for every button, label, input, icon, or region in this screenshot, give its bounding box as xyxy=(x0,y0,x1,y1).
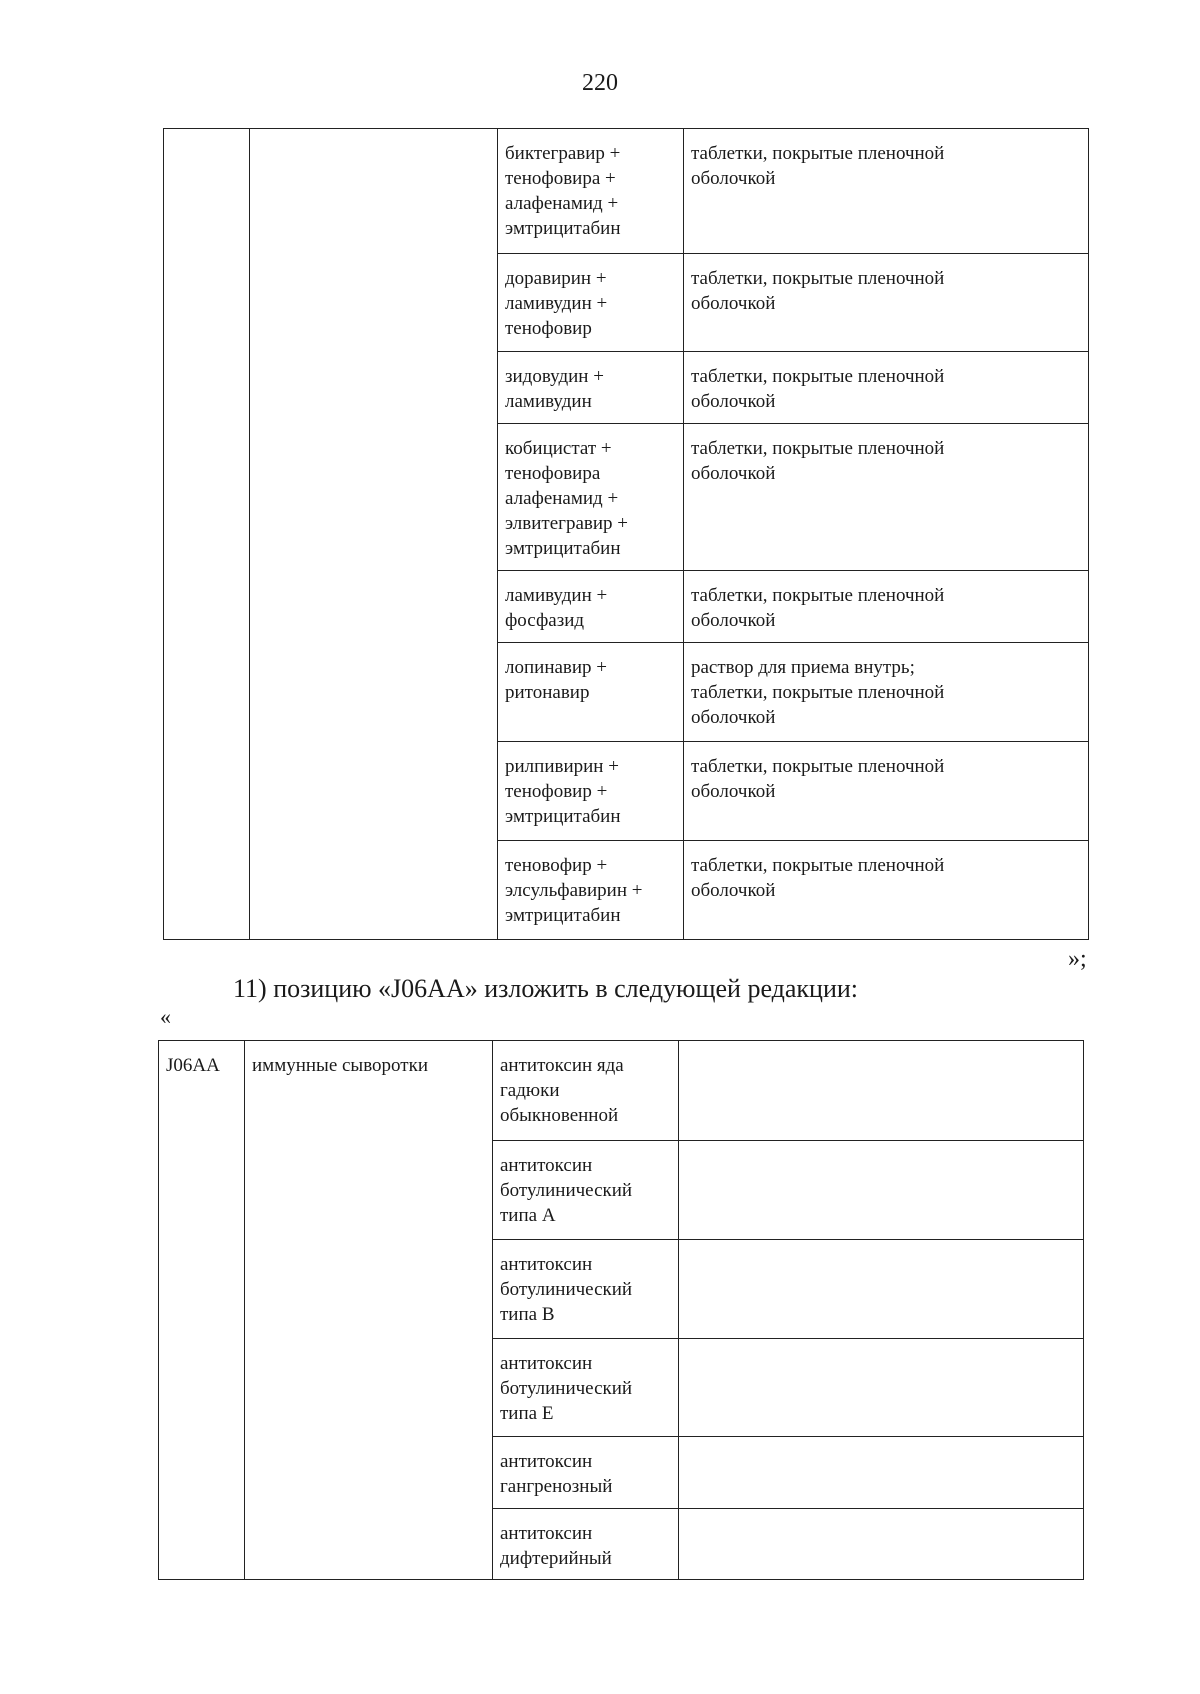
table-row xyxy=(492,1338,678,1436)
closing-quote: »; xyxy=(1068,946,1087,972)
table-row xyxy=(683,642,1088,741)
atc-code: J06AA xyxy=(166,1055,220,1076)
dosage-form: таблетки, покрытые пленочной оболочкой xyxy=(691,366,945,412)
amendment-instruction: 11) позицию «J06AA» изложить в следующей редакции: xyxy=(233,974,859,1003)
table-row xyxy=(683,423,1088,570)
drug-name: антитоксин ботулинический типа Е xyxy=(500,1353,633,1424)
table-row xyxy=(497,253,683,351)
table-row xyxy=(492,1508,678,1579)
drug-name: рилпивирин + тенофовир + эмтрицитабин xyxy=(505,756,621,827)
drug-name: кобицистат + тенофовира алафенамид + элвитегравир + эмтрицитабин xyxy=(505,438,628,559)
table-row xyxy=(497,129,683,253)
table-row xyxy=(497,351,683,423)
drug-name: ламивудин + фосфазид xyxy=(505,585,608,631)
dosage-form: раствор для приема внутрь; таблетки, покрытые пленочной оболочкой xyxy=(691,657,945,728)
column-divider xyxy=(244,1041,245,1579)
dosage-form: таблетки, покрытые пленочной оболочкой xyxy=(691,143,945,189)
table-row xyxy=(492,1436,678,1508)
drug-name: доравирин + ламивудин + тенофовир xyxy=(505,268,608,339)
table-continuation xyxy=(163,128,1089,940)
table-row xyxy=(492,1140,678,1239)
page-number: 220 xyxy=(582,70,618,96)
drug-name: биктегравир + тенофовира + алафенамид + эмтрицитабин xyxy=(505,143,621,239)
dosage-form: таблетки, покрытые пленочной оболочкой xyxy=(691,756,945,802)
drug-name: зидовудин + ламивудин xyxy=(505,366,604,412)
dosage-form: таблетки, покрытые пленочной оболочкой xyxy=(691,585,945,631)
table-row xyxy=(492,1239,678,1338)
table-row xyxy=(683,840,1088,939)
column-divider xyxy=(249,129,250,939)
dosage-form: таблетки, покрытые пленочной оболочкой xyxy=(691,438,945,484)
drug-name: антитоксин ботулинический типа А xyxy=(500,1155,633,1226)
table-row xyxy=(683,129,1088,253)
table-row xyxy=(497,570,683,642)
drug-name: лопинавир + ритонавир xyxy=(505,657,608,703)
table-row xyxy=(678,1338,1083,1436)
dosage-form: таблетки, покрытые пленочной оболочкой xyxy=(691,855,945,901)
drug-name: теновофир + элсульфавирин + эмтрицитабин xyxy=(505,855,643,926)
table-row xyxy=(497,642,683,741)
dosage-form: таблетки, покрытые пленочной оболочкой xyxy=(691,268,945,314)
table-row xyxy=(492,1041,678,1140)
table-row xyxy=(678,1508,1083,1579)
opening-quote: « xyxy=(160,1004,171,1029)
table-j06aa xyxy=(158,1040,1084,1580)
table-row xyxy=(497,423,683,570)
table-row xyxy=(683,253,1088,351)
drug-name: антитоксин дифтерийный xyxy=(500,1523,612,1569)
table-row xyxy=(678,1436,1083,1508)
table-row xyxy=(683,570,1088,642)
drug-name: антитоксин ботулинический типа В xyxy=(500,1254,633,1325)
drug-name: антитоксин яда гадюки обыкновенной xyxy=(500,1055,624,1126)
table-row xyxy=(497,741,683,840)
drug-name: антитоксин гангренозный xyxy=(500,1451,613,1497)
table-row xyxy=(678,1239,1083,1338)
table-row xyxy=(683,351,1088,423)
table-row xyxy=(497,840,683,939)
table-row xyxy=(678,1041,1083,1140)
table-row xyxy=(683,741,1088,840)
atc-group-name: иммунные сыворотки xyxy=(252,1055,428,1076)
table-row xyxy=(678,1140,1083,1239)
